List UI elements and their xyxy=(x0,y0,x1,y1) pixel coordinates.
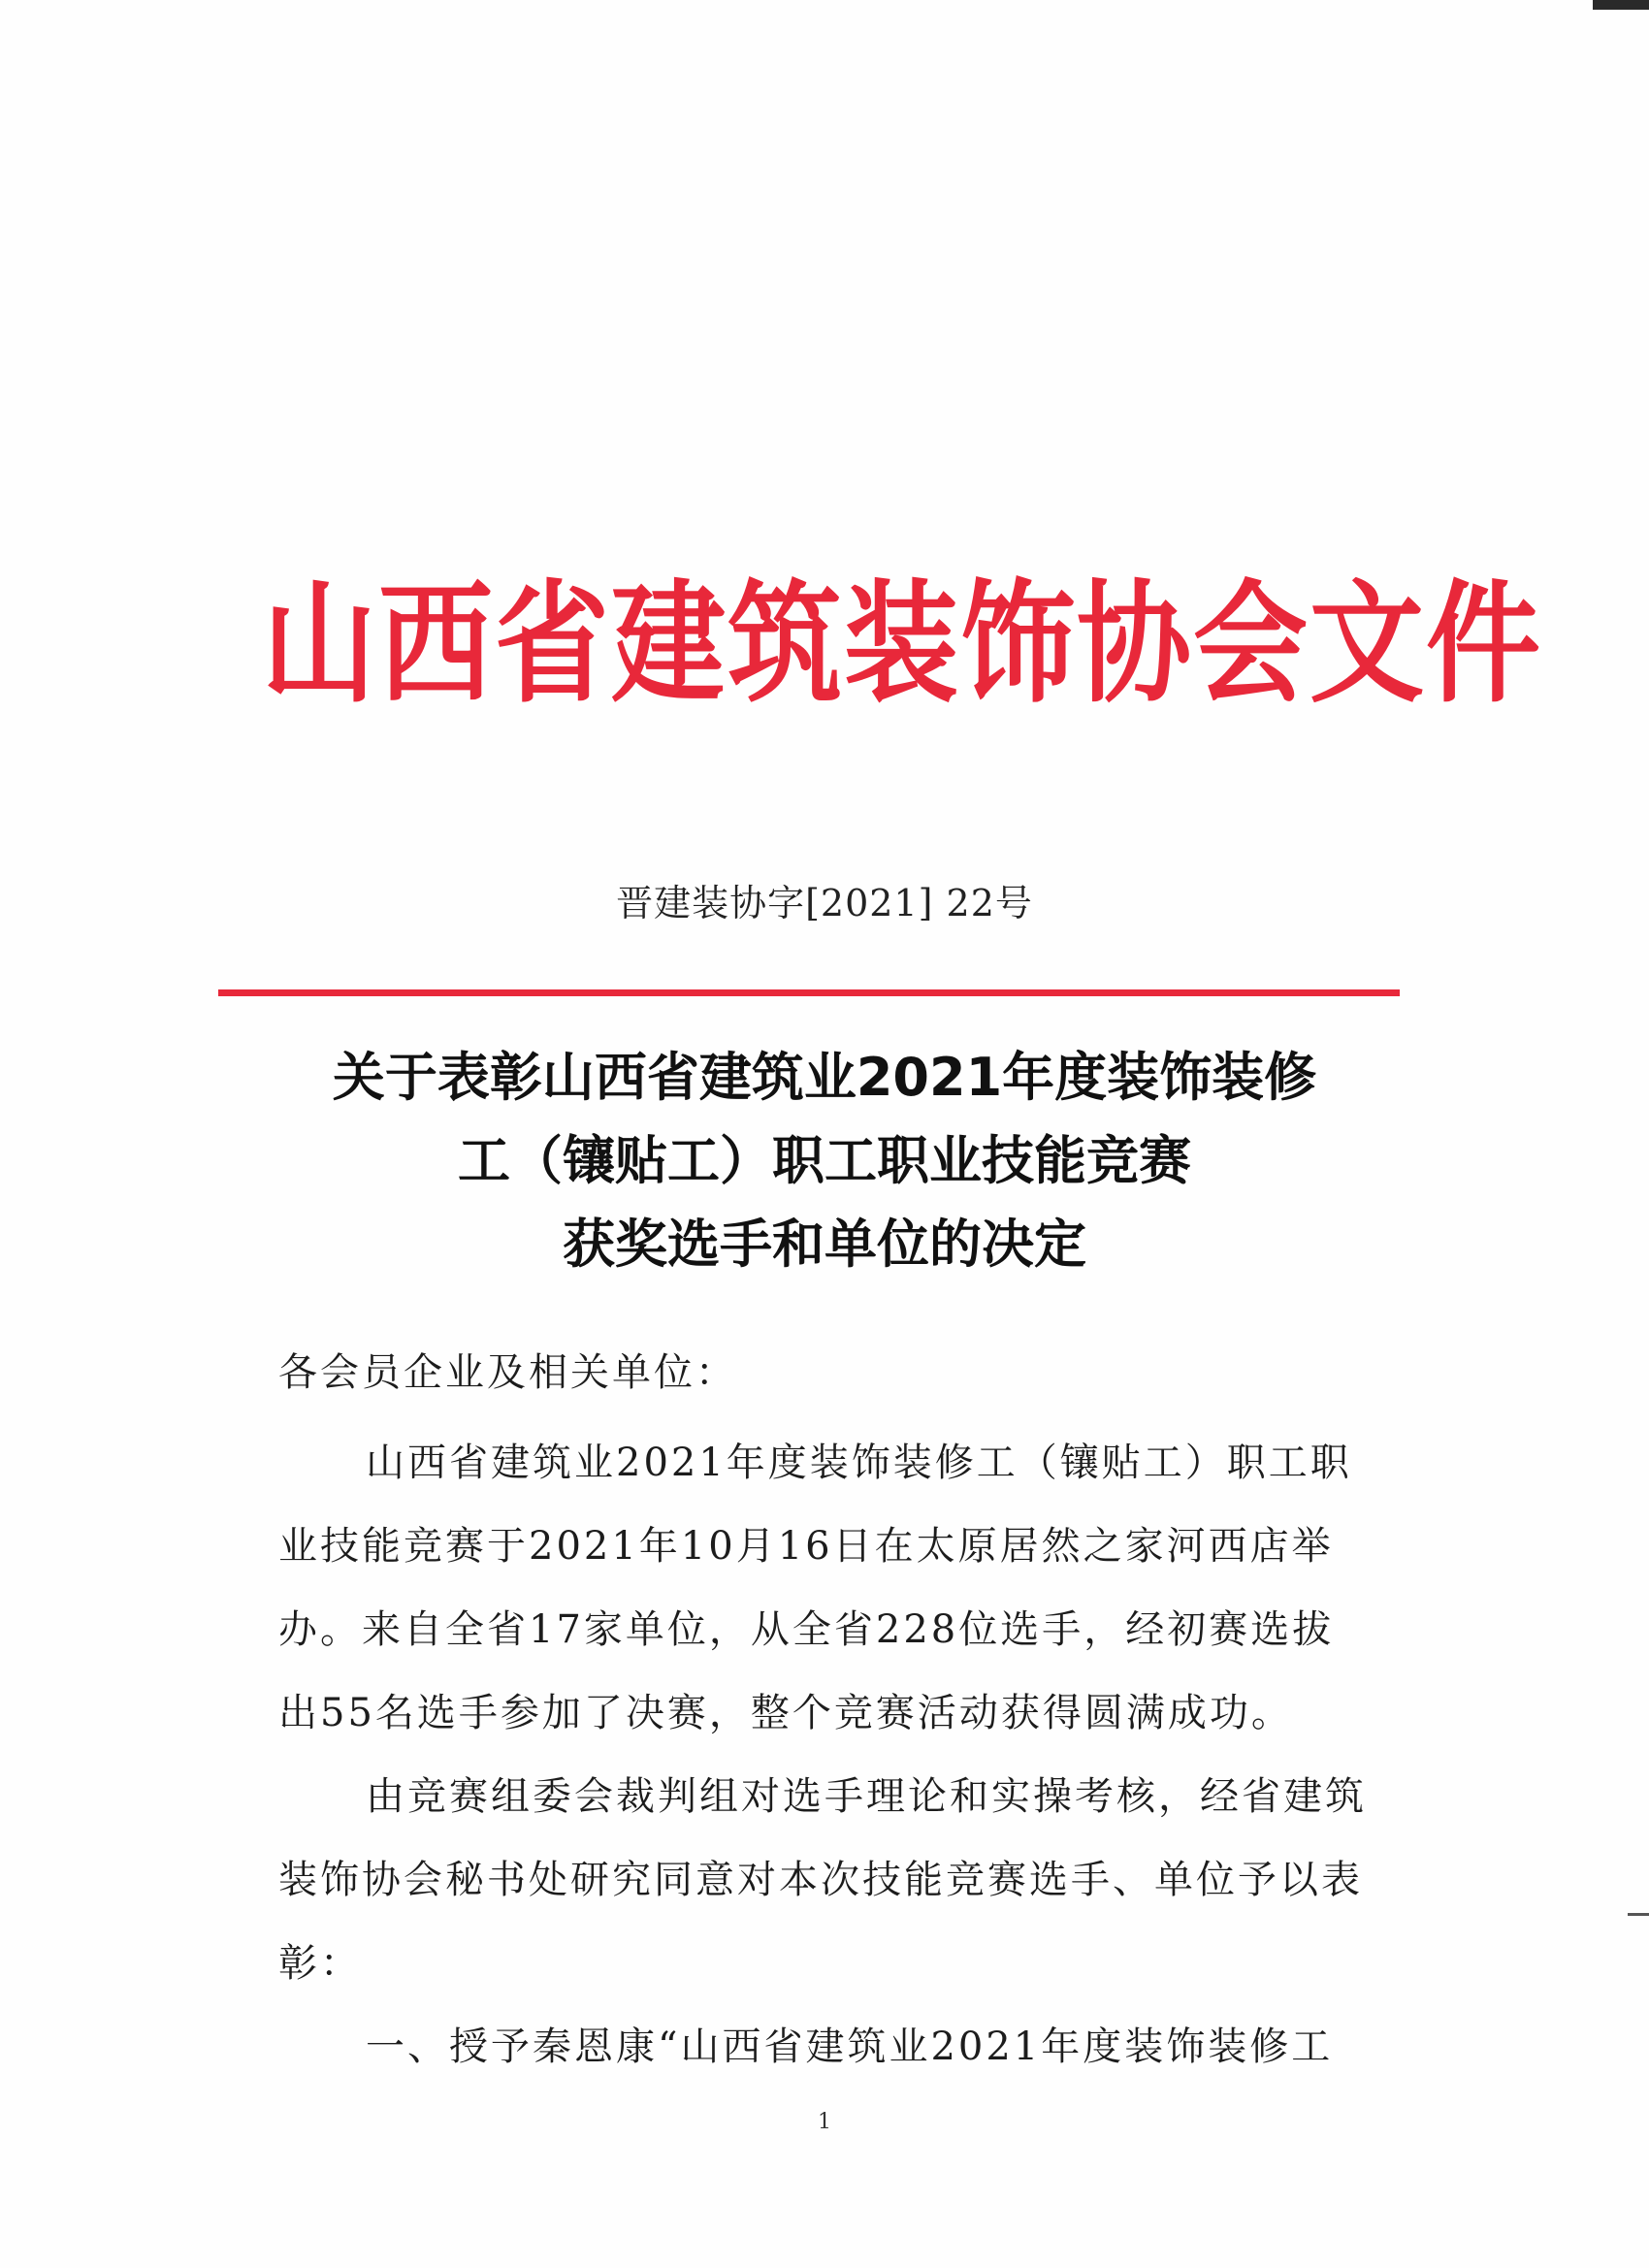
body-line: 一、授予秦恩康“山西省建筑业2021年度装饰装修工 xyxy=(366,2025,1334,2069)
title-line: 关于表彰山西省建筑业2021年度装饰装修 xyxy=(332,1047,1317,1108)
title-line: 获奖选手和单位的决定 xyxy=(563,1214,1086,1275)
body-line: 山西省建筑业2021年度装饰装修工（镶贴工）职工职 xyxy=(366,1441,1352,1485)
scan-edge-tick xyxy=(1628,1913,1649,1916)
scan-edge-mark xyxy=(1593,0,1649,10)
document-masthead: 山西省建筑装饰协会文件 xyxy=(262,566,1543,721)
page-number: 1 xyxy=(818,2110,831,2134)
salutation: 各会员企业及相关单位： xyxy=(278,1350,737,1395)
body-line: 业技能竞赛于2021年10月16日在太原居然之家河西店举 xyxy=(278,1524,1334,1569)
body-line: 装饰协会秘书处研究同意对本次技能竞赛选手、单位予以表 xyxy=(278,1858,1363,1902)
body-line: 办。来自全省17家单位，从全省228位选手，经初赛选拔 xyxy=(278,1607,1335,1652)
title-line: 工（镶贴工）职工职业技能竞赛 xyxy=(458,1130,1191,1191)
body-line: 出55名选手参加了决赛，整个竞赛活动获得圆满成功。 xyxy=(278,1691,1293,1735)
body-line: 彰： xyxy=(278,1941,362,1986)
body-line: 由竞赛组委会裁判组对选手理论和实操考核，经省建筑 xyxy=(366,1774,1367,1819)
red-divider xyxy=(218,989,1400,996)
document-number: 晋建装协字[2021] 22号 xyxy=(616,882,1033,924)
document-title xyxy=(0,1036,1649,1286)
document-body xyxy=(278,1421,1404,2089)
